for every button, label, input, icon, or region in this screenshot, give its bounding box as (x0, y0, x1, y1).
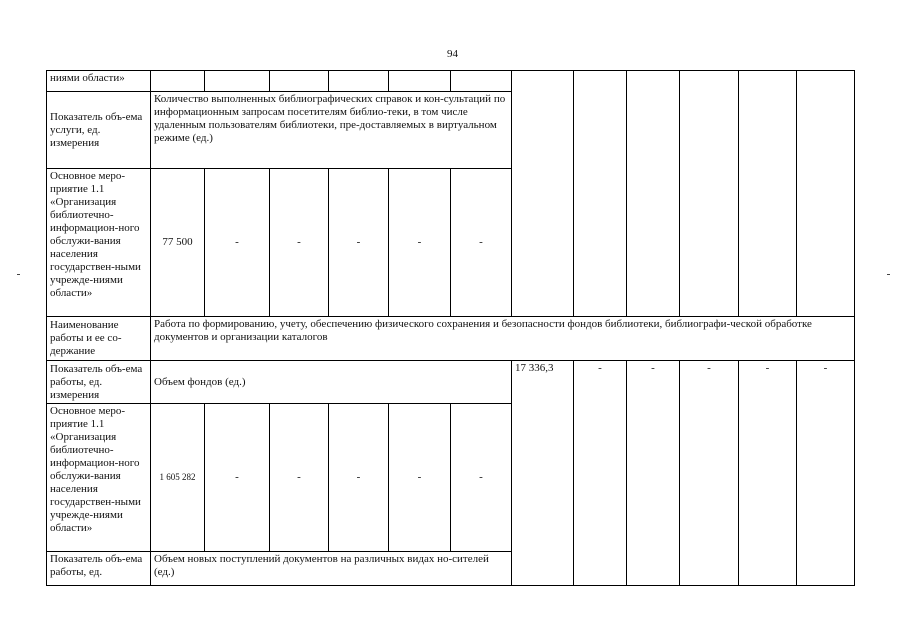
work-name-label: Наименование работы и ее со-держание (47, 317, 151, 361)
work-indicator-label: Показатель объ-ема работы, ед. (47, 552, 151, 586)
dash-cell: - (329, 169, 389, 317)
dash-cell: - (680, 361, 739, 586)
dash-cell: - (797, 361, 855, 586)
table-row (47, 317, 855, 361)
dash-cell: - (389, 404, 451, 552)
table-cell (627, 71, 680, 317)
measure-label: Основное меро-приятие 1.1 «Организация библиотечно-информацион-ного обслужи-вания населения государствен-ными учрежде-ниями области» (47, 404, 151, 552)
table-cell (389, 71, 451, 92)
dash-cell: - (451, 404, 512, 552)
page-number: 94 (447, 48, 458, 60)
table-cell (329, 71, 389, 92)
table-cell (739, 71, 797, 317)
service-indicator-description: Количество выполненных библиографических справок и кон-сультаций по информационным запросам посетителям библио-теки, в том числе удаленным пользователям библиотеки, пре-доставляемых в виртуальном режиме (ед.) (151, 92, 512, 169)
measure-value: 1 605 282 (151, 404, 205, 552)
report-table (46, 70, 855, 586)
table-row (47, 71, 855, 92)
continued-label-cell: ниями области» (47, 71, 151, 92)
dash-cell: - (205, 404, 270, 552)
scan-mark (887, 274, 890, 275)
dash-cell: - (205, 169, 270, 317)
dash-cell: - (270, 169, 329, 317)
scan-mark (17, 274, 20, 275)
work-indicator-description: Объем новых поступлений документов на различных видах но-сителей (ед.) (151, 552, 512, 586)
table-cell (270, 71, 329, 92)
measure-value: 77 500 (151, 169, 205, 317)
work-indicator-label: Показатель объ-ема работы, ед. измерения (47, 361, 151, 404)
dash-cell: - (389, 169, 451, 317)
dash-cell: - (270, 404, 329, 552)
table-cell (151, 71, 205, 92)
work-indicator-value: 17 336,3 (512, 361, 574, 586)
work-indicator-description: Объем фондов (ед.) (151, 361, 512, 404)
dash-cell: - (739, 361, 797, 586)
measure-label: Основное меро-приятие 1.1 «Организация библиотечно-информацион-ного обслужи-вания населения государствен-ными учрежде-ниями области» (47, 169, 151, 317)
dash-cell: - (329, 404, 389, 552)
table-row (47, 361, 855, 404)
table-cell (797, 71, 855, 317)
dash-cell: - (451, 169, 512, 317)
table-cell (680, 71, 739, 317)
table-cell (512, 71, 574, 317)
dash-cell: - (574, 361, 627, 586)
service-indicator-label: Показатель объ-ема услуги, ед. измерения (47, 92, 151, 169)
table-cell (451, 71, 512, 92)
dash-cell: - (627, 361, 680, 586)
table-cell (205, 71, 270, 92)
work-name-description: Работа по формированию, учету, обеспечению физического сохранения и безопасности фондов библиотеки, библиографи-ческой обработке документов и организации каталогов (151, 317, 855, 361)
table-cell (574, 71, 627, 317)
